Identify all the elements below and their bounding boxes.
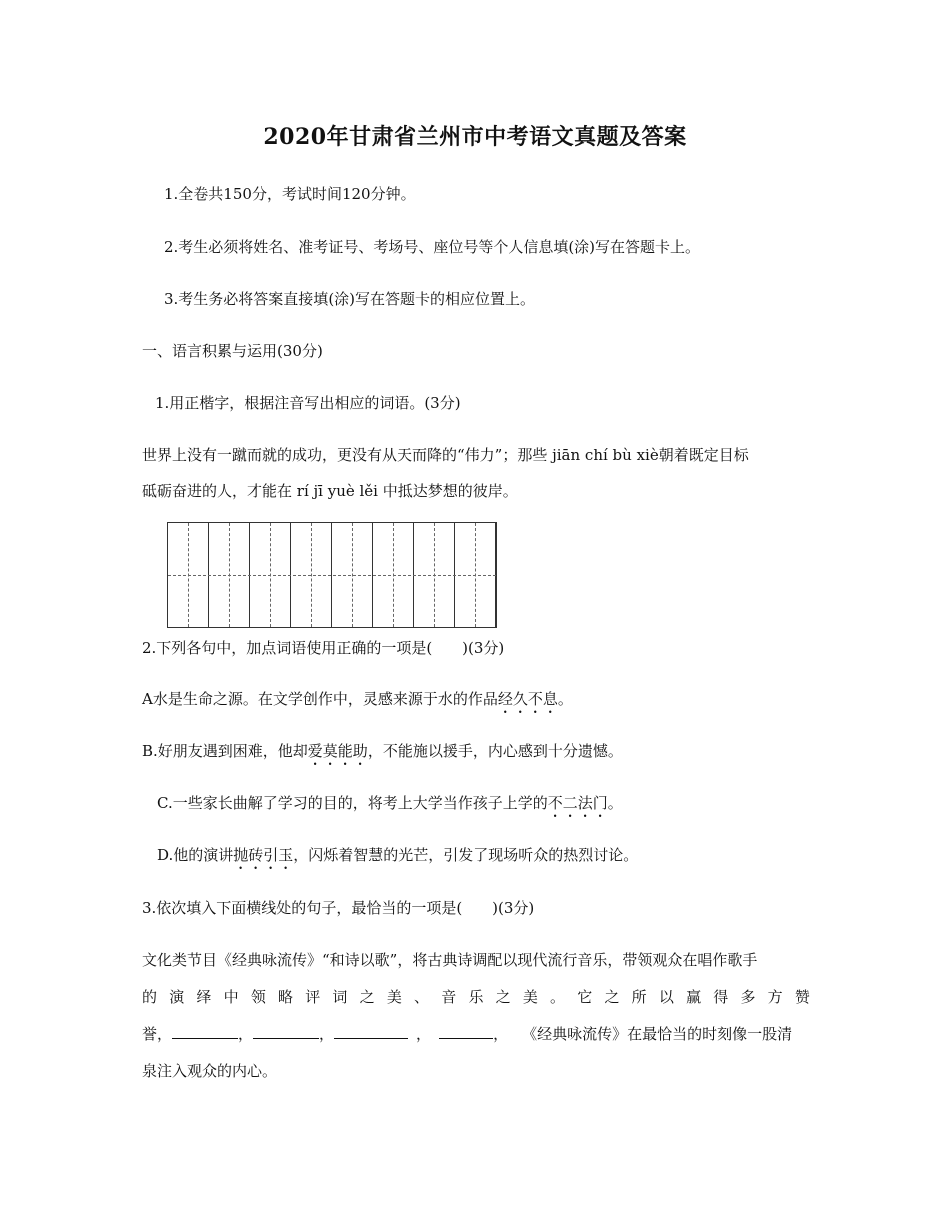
option-a-end: 。 (557, 690, 573, 708)
char: 词 (332, 988, 348, 1006)
answer-writing-grid (167, 522, 497, 628)
grid-midline (168, 575, 496, 576)
char: 赞 (794, 988, 810, 1006)
char: 评 (305, 988, 321, 1006)
char: 的 (142, 988, 158, 1006)
option-c-text: C.一些家长曲解了学习的目的，将考上大学当作孩子上学的 (157, 794, 548, 812)
line3-start: 誉， (142, 1025, 173, 1043)
char: 它 (577, 988, 593, 1006)
note-3: 3.考生务必将答案直接填(涂)写在答题卡的相应位置上。 (164, 290, 536, 308)
option-c-dotted-term: 不二法门 (547, 794, 608, 812)
char: 音 (441, 988, 457, 1006)
char: 、 (414, 988, 430, 1006)
question-2-option-a (142, 689, 573, 717)
question-3-text-line-2 (142, 987, 810, 1007)
char: 美 (386, 988, 402, 1006)
separator: ， (416, 1025, 432, 1043)
separator: ， (493, 1025, 509, 1043)
option-a-dotted-term: 经久不息 (497, 690, 558, 708)
question-3-text-line-3 (142, 1024, 792, 1044)
question-3-text-line-4: 泉注入观众的内心。 (142, 1062, 278, 1080)
char: 美 (522, 988, 538, 1006)
separator: ， (238, 1025, 254, 1043)
question-1-stem: 1.用正楷字，根据注音写出相应的词语。(3分) (155, 394, 461, 412)
option-a-text: A水是生命之源。在文学创作中，灵感来源于水的作品 (142, 690, 498, 708)
question-2-option-d (157, 845, 638, 873)
question-2-stem: 2.下列各句中，加点词语使用正确的一项是( )(3分) (142, 639, 505, 657)
char: 绎 (196, 988, 212, 1006)
char: 。 (550, 988, 566, 1006)
fill-blank-1[interactable] (172, 1024, 238, 1039)
char: 之 (359, 988, 375, 1006)
note-2: 2.考生必须将姓名、准考证号、考场号、座位号等个人信息填(涂)写在答题卡上。 (164, 238, 701, 256)
char: 乐 (468, 988, 484, 1006)
option-c-end: 。 (607, 794, 623, 812)
char: 略 (278, 988, 294, 1006)
question-3-text-line-1: 文化类节目《经典咏流传》“和诗以歌”，将古典诗调配以现代流行音乐，带领观众在唱作歌手 (142, 951, 758, 969)
option-b-dotted-term: 爱莫能助 (307, 742, 368, 760)
option-d-end: ，闪烁着智慧的光芒，引发了现场听众的热烈讨论。 (293, 846, 639, 864)
char: 中 (223, 988, 239, 1006)
option-d-text: D.他的演讲 (157, 846, 234, 864)
char: 多 (740, 988, 756, 1006)
page-title: 2020年甘肃省兰州市中考语文真题及答案 (263, 124, 687, 150)
char: 演 (169, 988, 185, 1006)
char: 之 (495, 988, 511, 1006)
char: 所 (631, 988, 647, 1006)
note-1: 1.全卷共150分，考试时间120分钟。 (164, 185, 416, 203)
char: 方 (767, 988, 783, 1006)
question-1-text-line-2: 砥砺奋进的人，才能在 rí jī yuè lěi 中抵达梦想的彼岸。 (142, 482, 518, 500)
option-b-end: ，不能施以援手，内心感到十分遗憾。 (367, 742, 623, 760)
fill-blank-2[interactable] (253, 1024, 319, 1039)
option-b-text: B.好朋友遇到困难，他却 (142, 742, 308, 760)
question-2-option-b (142, 741, 623, 769)
question-2-option-c (157, 793, 623, 821)
fill-blank-3[interactable] (334, 1024, 408, 1039)
option-d-dotted-term: 抛砖引玉 (233, 846, 294, 864)
question-3-stem: 3.依次填入下面横线处的句子，最恰当的一项是( )(3分) (142, 899, 535, 917)
char: 之 (604, 988, 620, 1006)
char: 得 (713, 988, 729, 1006)
char: 以 (658, 988, 674, 1006)
char: 领 (250, 988, 266, 1006)
section-heading: 一、语言积累与运用(30分) (142, 342, 323, 360)
fill-blank-4[interactable] (439, 1024, 493, 1039)
separator: ， (319, 1025, 335, 1043)
question-1-text-line-1: 世界上没有一蹴而就的成功，更没有从天而降的“伟力”；那些 jiān chí bù xiè朝着既定目标 (142, 446, 749, 464)
line3-end: 《经典咏流传》在最恰当的时刻像一股清 (522, 1025, 793, 1043)
char: 赢 (686, 988, 702, 1006)
